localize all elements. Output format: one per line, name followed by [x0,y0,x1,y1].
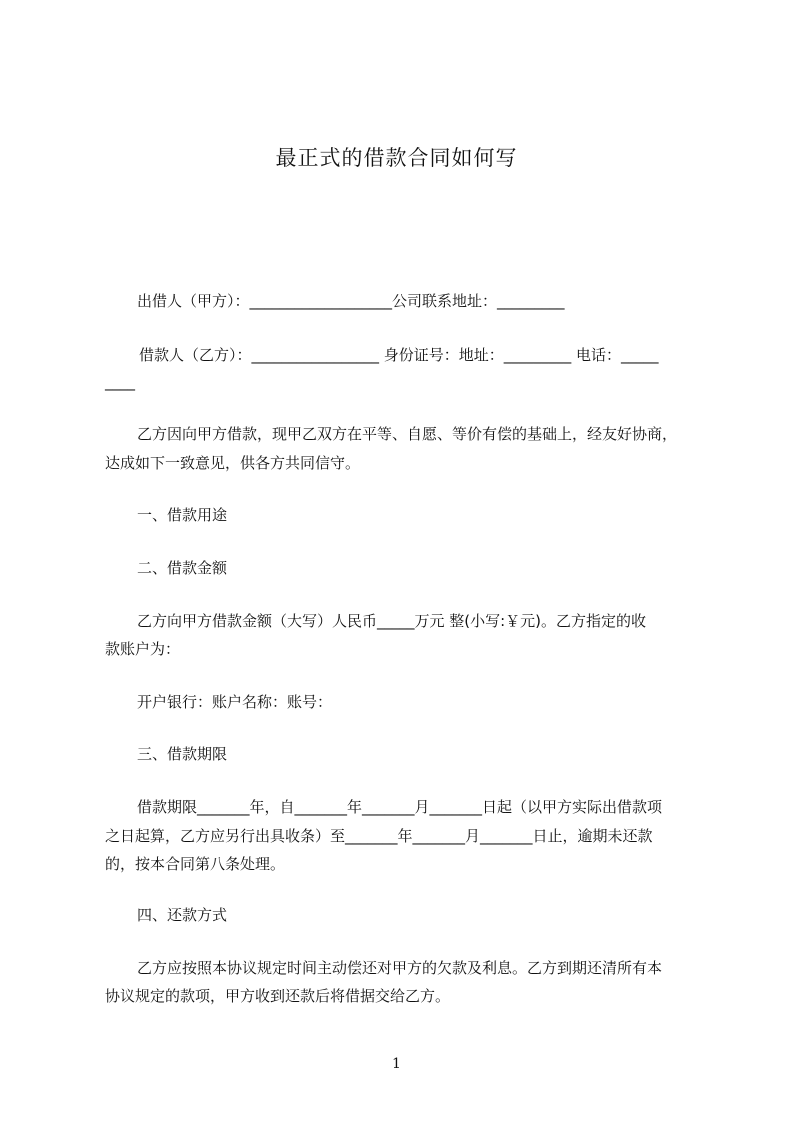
borrower-line-continuation: ____ [105,373,135,391]
term-paragraph-line-3: 的，按本合同第八条处理。 [105,855,286,873]
account-info-line: 开户银行：账户名称：账号： [137,693,333,711]
intro-paragraph-line-1: 乙方因向甲方借款，现甲乙双方在平等、自愿、等价有偿的基础上，经友好协商， [137,425,678,443]
page-number: 1 [392,1056,401,1072]
lender-line: 出借人（甲方）：___________________公司联系地址：_________ [137,292,565,310]
amount-paragraph-line-1: 乙方向甲方借款金额（大写）人民币_____万元 整(小写:￥元)。乙方指定的收 [137,612,647,630]
document-title: 最正式的借款合同如何写 [275,146,518,170]
amount-paragraph-line-2: 款账户为： [105,640,181,658]
section-heading-repayment: 四、还款方式 [137,906,228,924]
repayment-paragraph-line-1: 乙方应按照本协议规定时间主动偿还对甲方的欠款及利息。乙方到期还清所有本 [137,959,663,977]
section-heading-term: 三、借款期限 [137,745,228,763]
term-paragraph-line-2: 之日起算，乙方应另行出具收条）至_______年_______月_______日止，逾期未还款 [105,827,653,845]
repayment-paragraph-line-2: 协议规定的款项，甲方收到还款后将借据交给乙方。 [105,987,451,1005]
section-heading-amount: 二、借款金额 [137,559,228,577]
section-heading-purpose: 一、借款用途 [137,506,228,524]
term-paragraph-line-1: 借款期限_______年，自_______年_______月_______日起（以甲方实际出借款项 [137,798,663,816]
borrower-line: 借款人（乙方）：_________________ 身份证号：地址：_________ 电话：_____ [139,346,659,364]
intro-paragraph-line-2: 达成如下一致意见，供各方共同信守。 [105,454,361,472]
